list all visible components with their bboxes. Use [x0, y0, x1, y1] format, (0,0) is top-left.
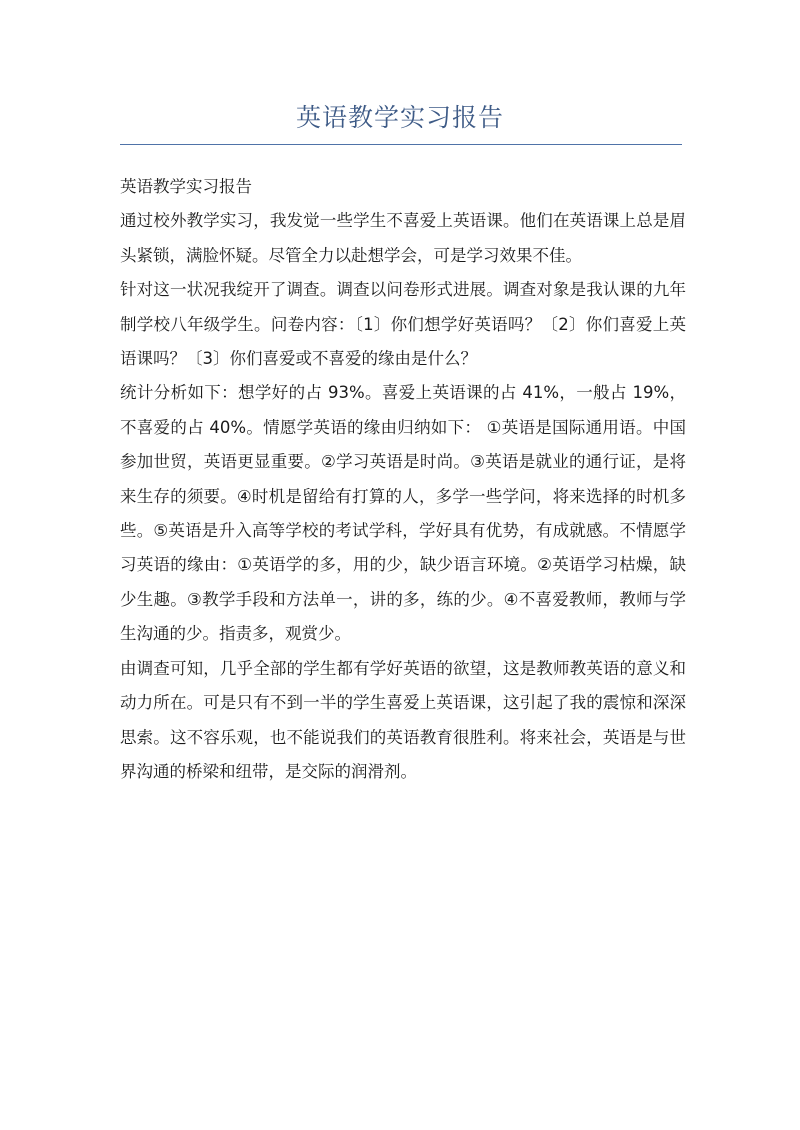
paragraph: 由调查可知，几乎全部的学生都有学好英语的欲望，这是教师教英语的意义和动力所在。可是只有不到一半的学生喜爱上英语课，这引起了我的震惊和深深思索。这不容乐观，也不能说我们的英语教育很胜利。将来社会，英语是与世界沟通的桥梁和纽带，是交际的润滑剂。 — [120, 658, 686, 781]
document-title: 英语教学实习报告 — [295, 103, 504, 132]
title-divider — [120, 144, 682, 145]
paragraph: 统计分析如下：想学好的占 93%。喜爱上英语课的占 41%，一般占 19%，不喜爱的占 40%。情愿学英语的缘由归纳如下： ①英语是国际通用语。中国参加世贸，英语更显重要。②学习英语是时尚。③英语是就业的通行证，是将来生存的须要。④时机是留给有打算的人，多学一些学问，将来选择的时机多些。⑤英语是升入高等学校的考试学科，学好具有优势，有成就感。不情愿学习英语的缘由：①英语学的多，用的少，缺少语言环境。②英语学习枯燥，缺少生趣。③教学手段和方法单一，讲的多，练的少。④不喜爱教师，教师与学生沟通的少。指责多，观赏少。 — [120, 383, 686, 644]
paragraph-heading: 英语教学实习报告 — [120, 177, 252, 196]
paragraph: 针对这一状况我绽开了调查。调查以问卷形式进展。调查对象是我认课的九年制学校八年级学生。问卷内容：〔1〕你们想学好英语吗？〔2〕你们喜爱上英语课吗？〔3〕你们喜爱或不喜爱的缘由是什么？ — [120, 280, 686, 369]
paragraph: 通过校外教学实习，我发觉一些学生不喜爱上英语课。他们在英语课上总是眉头紧锁，满脸怀疑。尽管全力以赴想学会，可是学习效果不佳。 — [120, 211, 686, 265]
document-body — [120, 170, 686, 789]
